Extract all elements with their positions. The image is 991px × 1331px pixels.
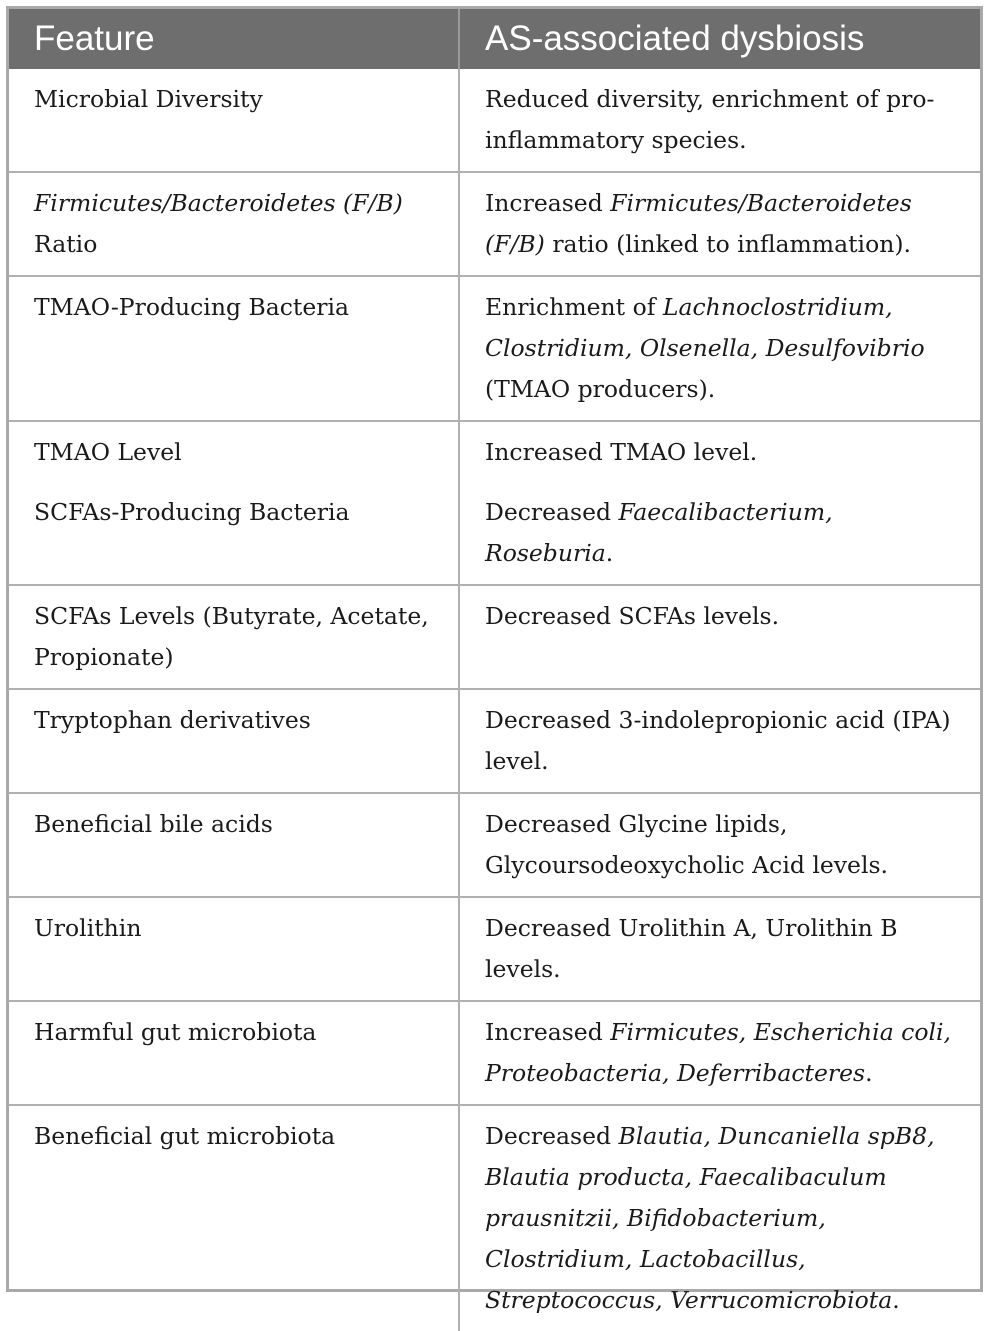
feature-text-italic: Firmicutes/Bacteroidetes (F/B) — [34, 189, 403, 217]
header-row — [9, 9, 980, 69]
table-body — [9, 69, 980, 1331]
dysbiosis-text: Enrichment of — [485, 293, 663, 321]
feature-text: Tryptophan derivatives — [34, 706, 311, 734]
feature-text: TMAO-Producing Bacteria — [34, 293, 350, 321]
feature-cell — [9, 276, 459, 421]
dysbiosis-text: ratio (linked to inflammation). — [544, 230, 911, 258]
table — [9, 9, 980, 1331]
dysbiosis-text: Increased TMAO level. — [485, 438, 758, 466]
feature-cell — [9, 421, 459, 585]
dysbiosis-text: Decreased Glycine lipids, Glycoursodeoxycholic Acid levels. — [485, 810, 888, 879]
dysbiosis-text: Increased — [485, 189, 611, 217]
dysbiosis-cell — [459, 172, 980, 276]
dysbiosis-paragraph — [485, 492, 968, 574]
table-row — [9, 1001, 980, 1105]
table-row — [9, 69, 980, 172]
dysbiosis-text-italic: Firmicutes/Bacteroidetes (F/B) — [485, 189, 912, 258]
dysbiosis-cell — [459, 1001, 980, 1105]
dysbiosis-cell — [459, 1105, 980, 1331]
dysbiosis-text: Reduced diversity, enrichment of pro-inflammatory species. — [485, 85, 935, 154]
table-header — [9, 9, 980, 69]
dysbiosis-cell — [459, 421, 980, 585]
dysbiosis-text: Decreased — [485, 1122, 619, 1150]
dysbiosis-text: Decreased Urolithin A, Urolithin B levels. — [485, 914, 898, 983]
table-row — [9, 421, 980, 585]
header-dysbiosis: AS-associated dysbiosis — [459, 9, 980, 69]
dysbiosis-text: Decreased — [485, 498, 619, 526]
dysbiosis-text-italic: Blautia, Duncaniella spB8, Blautia producta, Faecalibaculum prausnitzii, Bifidobacterium, Clostridium, Lactobacillus, Streptococcus, Verrucomicrobiota — [485, 1122, 935, 1314]
dysbiosis-text: Increased — [485, 1018, 611, 1046]
dysbiosis-text-italic: Lachnoclostridium, Clostridium, Olsenella, Desulfovibrio — [485, 293, 925, 362]
feature-text: Ratio — [34, 230, 98, 258]
table-row — [9, 172, 980, 276]
dysbiosis-text: . — [605, 539, 614, 567]
table-row — [9, 793, 980, 897]
feature-cell — [9, 1105, 459, 1331]
feature-cell — [9, 172, 459, 276]
feature-cell — [9, 1001, 459, 1105]
dysbiosis-table — [6, 6, 983, 1314]
feature-text: SCFAs Levels (Butyrate, Acetate, Propionate) — [34, 602, 429, 671]
table-row — [9, 276, 980, 421]
feature-cell — [9, 585, 459, 689]
feature-cell — [9, 689, 459, 793]
header-feature: Feature — [9, 9, 459, 69]
feature-text: Urolithin — [34, 914, 142, 942]
feature-text: Beneficial gut microbiota — [34, 1122, 336, 1150]
dysbiosis-cell — [459, 276, 980, 421]
dysbiosis-cell — [459, 69, 980, 172]
dysbiosis-text: (TMAO producers). — [485, 375, 716, 403]
feature-text: Beneficial bile acids — [34, 810, 273, 838]
dysbiosis-text-italic: Firmicutes, Escherichia coli, Proteobacteria, Deferribacteres — [485, 1018, 951, 1087]
dysbiosis-text: Decreased SCFAs levels. — [485, 602, 780, 630]
table-row — [9, 1105, 980, 1331]
feature-text: TMAO Level — [34, 438, 182, 466]
dysbiosis-cell — [459, 585, 980, 689]
feature-cell — [9, 897, 459, 1001]
dysbiosis-cell — [459, 897, 980, 1001]
feature-cell — [9, 69, 459, 172]
table-row — [9, 689, 980, 793]
table-row — [9, 585, 980, 689]
feature-text: Microbial Diversity — [34, 85, 263, 113]
dysbiosis-text: . — [892, 1286, 900, 1314]
feature-cell — [9, 793, 459, 897]
dysbiosis-cell — [459, 689, 980, 793]
dysbiosis-text: Decreased 3-indolepropionic acid (IPA) level. — [485, 706, 951, 775]
dysbiosis-text: . — [865, 1059, 873, 1087]
dysbiosis-text-italic: Faecalibacterium, Roseburia — [485, 498, 833, 567]
feature-text: Harmful gut microbiota — [34, 1018, 317, 1046]
feature-text: SCFAs-Producing Bacteria — [34, 498, 350, 526]
dysbiosis-cell — [459, 793, 980, 897]
table-row — [9, 897, 980, 1001]
